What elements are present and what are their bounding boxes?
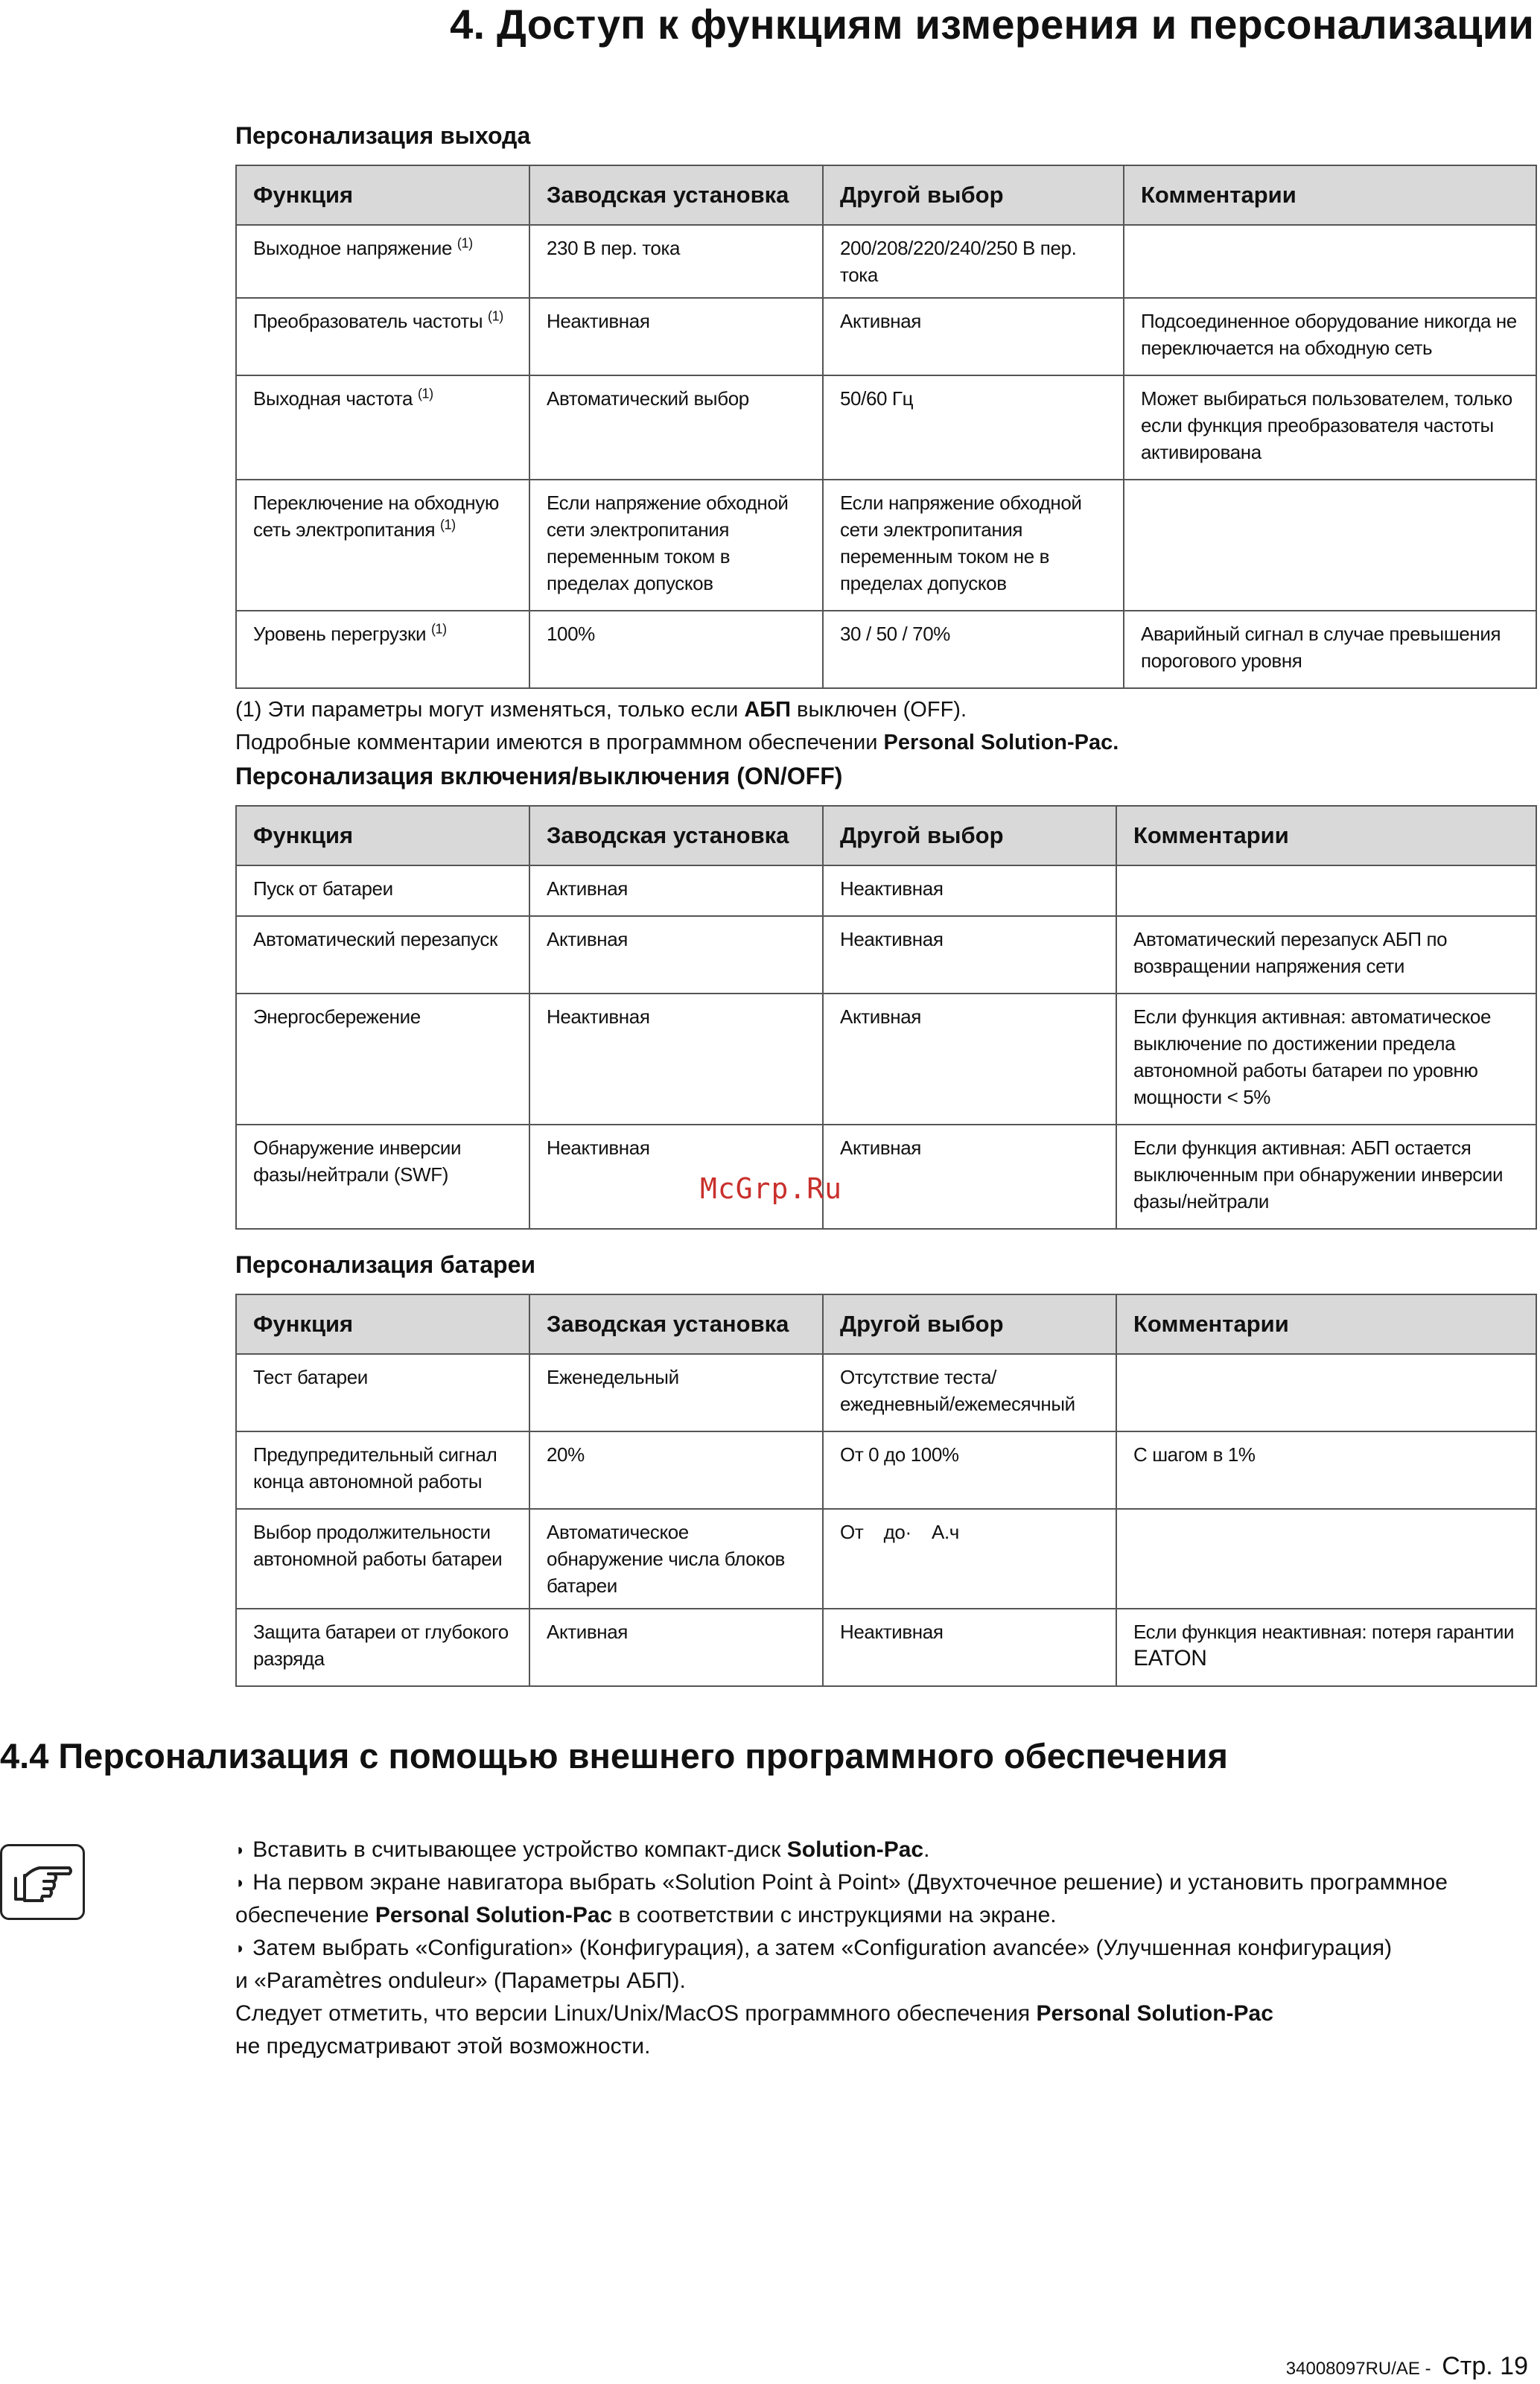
cell-other: Активная	[823, 1125, 1116, 1229]
instruction-bullet-1: ◗ Вставить в считывающее устройство компакт-диск Solution-Pac.	[235, 1837, 930, 1862]
cell-factory: 230 В пер. тока	[529, 225, 823, 298]
instruction-note-cont: не предусматривают этой возможности.	[235, 2034, 651, 2059]
page-title: 4. Доступ к функциям измерения и персонализации	[450, 1, 1534, 48]
table-row	[236, 611, 1536, 688]
page-number: Стр. 19	[1442, 2352, 1528, 2380]
doc-number: 34008097RU/AE	[1285, 2359, 1420, 2379]
cell-other: 200/208/220/240/250 В пер. тока	[823, 225, 1124, 298]
cell-factory: 20%	[529, 1431, 823, 1509]
header-factory: Заводская установка	[529, 1294, 823, 1354]
cell-other: 50/60 Гц	[823, 375, 1124, 480]
table-row	[236, 1609, 1536, 1686]
instruction-bullet-2-cont: обеспечение Personal Solution-Pac в соответствии с инструкциями на экране.	[235, 1903, 1057, 1927]
watermark: McGrp.Ru	[700, 1172, 843, 1205]
table-row	[236, 1354, 1536, 1431]
instruction-bullet-2: ◗ На первом экране навигатора выбрать «Solution Point à Point» (Двухточечное решение) и установить программное	[235, 1870, 1448, 1895]
table-row	[236, 375, 1536, 480]
cell-comment: С шагом в 1%	[1116, 1431, 1536, 1509]
header-function: Функция	[236, 806, 529, 865]
cell-other: От до· А.ч	[823, 1509, 1116, 1609]
output-section-title: Персонализация выхода	[235, 122, 531, 149]
table-row	[236, 865, 1536, 916]
instruction-bullet-3-cont: и «Paramètres onduleur» (Параметры АБП).	[235, 1968, 686, 1993]
table-row	[236, 225, 1536, 298]
battery-table	[235, 1294, 1537, 1687]
cell-comment: Если функция неактивная: потеря гарантии EATON	[1116, 1609, 1536, 1686]
bullet-icon: ◗	[235, 1939, 246, 1957]
cell-factory: Неактивная	[529, 994, 823, 1125]
table-header-row	[236, 165, 1536, 225]
header-other: Другой выбор	[823, 806, 1116, 865]
cell-other: 30 / 50 / 70%	[823, 611, 1124, 688]
cell-factory: Неактивная	[529, 1125, 823, 1229]
header-comments: Комментарии	[1116, 806, 1536, 865]
header-other: Другой выбор	[823, 1294, 1116, 1354]
table-row	[236, 480, 1536, 611]
table-header-row	[236, 806, 1536, 865]
header-factory: Заводская установка	[529, 806, 823, 865]
cell-function: Выбор продолжительности автономной работы батареи	[236, 1509, 529, 1609]
cell-other: Отсутствие теста/ежедневный/ежемесячный	[823, 1354, 1116, 1431]
cell-other: Неактивная	[823, 865, 1116, 916]
table-row	[236, 994, 1536, 1125]
cell-function: Выходная частота $^{(1)}$	[236, 375, 529, 480]
cell-function: Переключение на обходную сеть электропитания $^{(1)}$	[236, 480, 529, 611]
header-function: Функция	[236, 165, 529, 225]
footnote-1: (1) Эти параметры могут изменяться, только если АБП выключен (OFF).	[235, 698, 967, 722]
cell-comment: Аварийный сигнал в случае превышения порогового уровня	[1124, 611, 1536, 688]
cell-comment: Если функция активная: АБП остается выключенным при обнаружении инверсии фазы/нейтрали	[1116, 1125, 1536, 1229]
instruction-note: Следует отметить, что версии Linux/Unix/MacOS программного обеспечения Personal Solution-Pac	[235, 2001, 1273, 2026]
header-other: Другой выбор	[823, 165, 1124, 225]
cell-comment	[1124, 480, 1536, 611]
cell-factory: Неактивная	[529, 298, 823, 375]
cell-factory: Автоматический выбор	[529, 375, 823, 480]
cell-other: От 0 до 100%	[823, 1431, 1116, 1509]
cell-comment: Может выбираться пользователем, только если функция преобразователя частоты активирована	[1124, 375, 1536, 480]
cell-other: Активная	[823, 994, 1116, 1125]
cell-comment	[1116, 1354, 1536, 1431]
output-table	[235, 165, 1537, 689]
eaton-brand: EATON	[1133, 1646, 1207, 1671]
cell-comment	[1116, 1509, 1536, 1609]
footnote-2: Подробные комментарии имеются в программном обеспечении Personal Solution-Pac.	[235, 731, 1119, 754]
cell-other: Если напряжение обходной сети электропитания переменным током не в пределах допусков	[823, 480, 1124, 611]
cell-comment: Подсоединенное оборудование никогда не переключается на обходную сеть	[1124, 298, 1536, 375]
software-instructions	[235, 1834, 1536, 2063]
battery-section	[235, 1251, 1536, 1687]
cell-factory: Активная	[529, 865, 823, 916]
onoff-section-title: Персонализация включения/выключения (ON/OFF)	[235, 763, 843, 789]
cell-function: Уровень перегрузки $^{(1)}$	[236, 611, 529, 688]
cell-factory: Автоматическое обнаружение числа блоков батареи	[529, 1509, 823, 1609]
cell-function: Обнаружение инверсии фазы/нейтрали (SWF)	[236, 1125, 529, 1229]
cell-function: Автоматический перезапуск	[236, 916, 529, 994]
bullet-icon: ◗	[235, 1873, 246, 1892]
pointing-hand-icon	[0, 1844, 85, 1920]
cell-factory: Активная	[529, 916, 823, 994]
instruction-bullet-3: ◗ Затем выбрать «Configuration» (Конфигурация), а затем «Configuration avancée» (Улучшенная конфигурация)	[235, 1936, 1393, 1960]
cell-other: Неактивная	[823, 1609, 1116, 1686]
table-row	[236, 1509, 1536, 1609]
header-comments: Комментарии	[1116, 1294, 1536, 1354]
header-comments: Комментарии	[1124, 165, 1536, 225]
battery-section-title: Персонализация батареи	[235, 1251, 536, 1278]
cell-function: Выходное напряжение $^{(1)}$	[236, 225, 529, 298]
page-footer: 34008097RU/AE - Стр. 19	[1285, 2352, 1528, 2380]
table-row	[236, 1431, 1536, 1509]
cell-function: Энергосбережение	[236, 994, 529, 1125]
cell-function: Предупредительный сигнал конца автономной работы	[236, 1431, 529, 1509]
onoff-table	[235, 805, 1537, 1230]
cell-function: Защита батареи от глубокого разряда	[236, 1609, 529, 1686]
bullet-icon: ◗	[235, 1840, 246, 1859]
cell-function: Тест батареи	[236, 1354, 529, 1431]
cell-other: Неактивная	[823, 916, 1116, 994]
pointing-hand-icon	[11, 1859, 74, 1905]
cell-comment	[1116, 865, 1536, 916]
table-row	[236, 298, 1536, 375]
output-section	[235, 122, 1536, 759]
cell-comment: Автоматический перезапуск АБП по возвращении напряжения сети	[1116, 916, 1536, 994]
cell-factory: 100%	[529, 611, 823, 688]
cell-factory: Активная	[529, 1609, 823, 1686]
header-function: Функция	[236, 1294, 529, 1354]
onoff-section	[235, 763, 1536, 1230]
table-row	[236, 1125, 1536, 1229]
cell-other: Активная	[823, 298, 1124, 375]
cell-function: Преобразователь частоты $^{(1)}$	[236, 298, 529, 375]
cell-function: Пуск от батареи	[236, 865, 529, 916]
cell-comment	[1124, 225, 1536, 298]
cell-factory: Если напряжение обходной сети электропитания переменным током в пределах допусков	[529, 480, 823, 611]
cell-factory: Еженедельный	[529, 1354, 823, 1431]
cell-comment: Если функция активная: автоматическое выключение по достижении предела автономной работы батареи по уровню мощности < 5%	[1116, 994, 1536, 1125]
software-section-title: 4.4 Персонализация с помощью внешнего программного обеспечения	[0, 1736, 1228, 1776]
header-factory: Заводская установка	[529, 165, 823, 225]
table-row	[236, 916, 1536, 994]
table-header-row	[236, 1294, 1536, 1354]
